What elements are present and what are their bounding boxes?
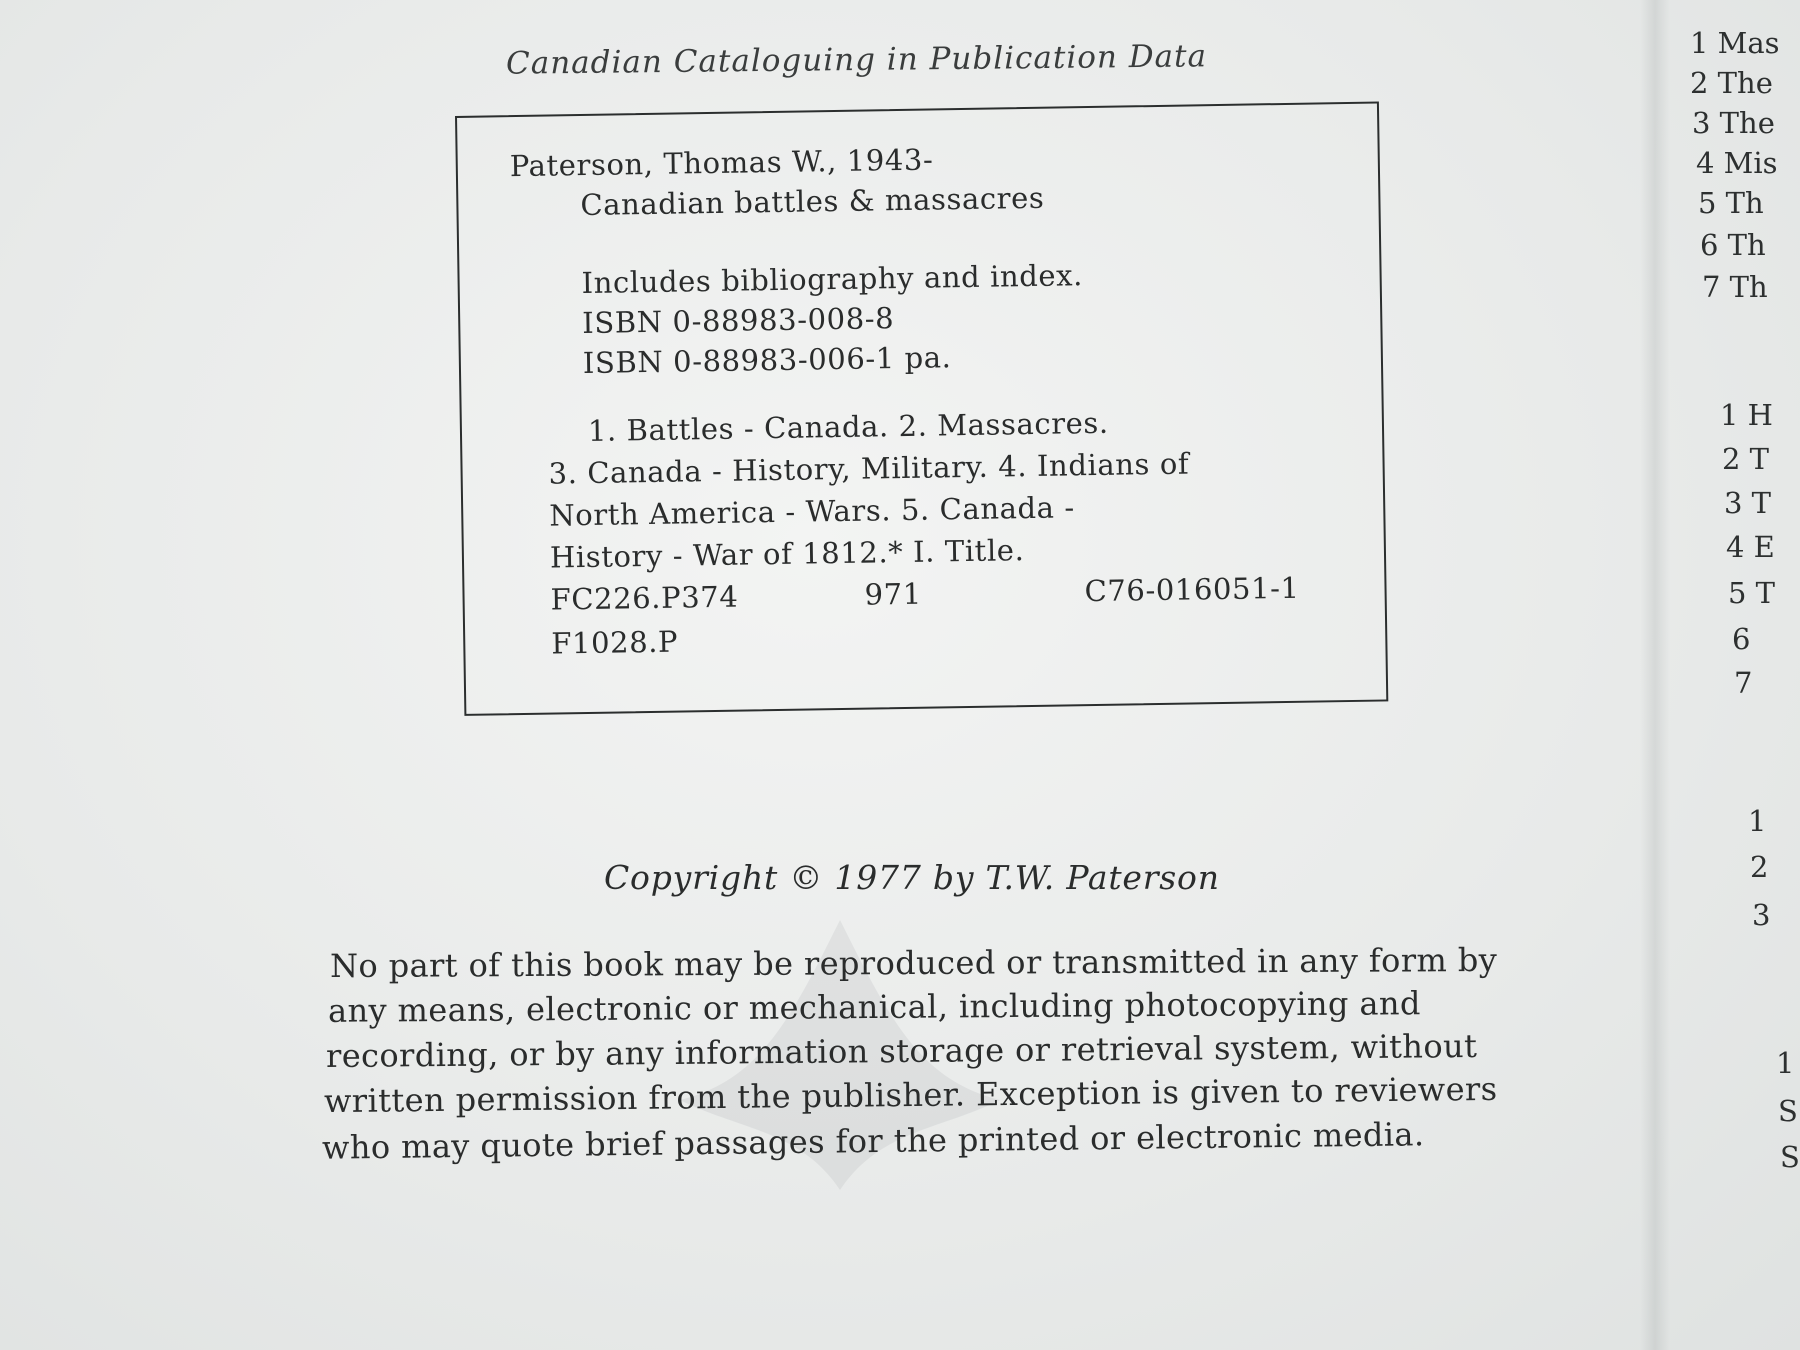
facing-page-item: 7 Th: [1702, 270, 1768, 304]
cip-dewey: 971: [864, 576, 922, 612]
cip-note: Includes bibliography and index.: [581, 258, 1084, 301]
cip-subjects-3: North America - Wars. 5. Canada -: [549, 490, 1076, 533]
cip-record-box: [455, 101, 1388, 715]
cip-author: Paterson, Thomas W., 1943-: [509, 142, 934, 184]
copyright-line: Copyright © 1977 by T.W. Paterson: [604, 858, 1220, 897]
facing-page-item: 3 The: [1692, 106, 1775, 140]
notice-line-5: who may quote brief passages for the printed or electronic media.: [321, 1115, 1425, 1167]
facing-page-item: 2 T: [1722, 442, 1770, 476]
facing-page-item: 7: [1734, 666, 1753, 700]
cip-title: Canadian Cataloguing in Publication Data: [505, 38, 1208, 82]
facing-page-item: 1: [1776, 1046, 1795, 1080]
cip-subjects-4: History - War of 1812.* I. Title.: [549, 533, 1025, 575]
facing-page-item: 3: [1752, 898, 1771, 932]
notice-line-4: written permission from the publisher. Exception is given to reviewers: [323, 1069, 1498, 1121]
facing-page-fragment: [1690, 0, 1800, 1350]
facing-page-item: 1 Mas: [1690, 26, 1780, 60]
cip-number: C76-016051-1: [1084, 570, 1300, 609]
cip-subjects-1: 1. Battles - Canada. 2. Massacres.: [587, 405, 1109, 448]
cip-isbn-1: ISBN 0-88983-008-8: [582, 301, 895, 341]
facing-page-item: 3 T: [1724, 486, 1772, 520]
facing-page-item: S: [1778, 1094, 1798, 1128]
facing-page-item: 2: [1750, 850, 1769, 884]
cip-title-entry: Canadian battles & massacres: [580, 180, 1045, 223]
notice-line-1: No part of this book may be reproduced or transmitted in any form by: [329, 940, 1498, 986]
facing-page-item: 4 E: [1726, 530, 1775, 564]
cip-subjects-2: 3. Canada - History, Military. 4. Indians of: [548, 446, 1190, 491]
facing-page-item: 1: [1748, 804, 1767, 838]
facing-page-item: 6 Th: [1700, 228, 1766, 262]
facing-page-item: 4 Mis: [1696, 146, 1778, 180]
notice-line-2: any means, electronic or mechanical, including photocopying and: [327, 984, 1421, 1030]
facing-page-item: S: [1780, 1140, 1800, 1174]
facing-page-item: 6: [1732, 622, 1751, 656]
facing-page-item: 2 The: [1690, 66, 1773, 100]
book-gutter: [1640, 0, 1670, 1350]
cip-isbn-2: ISBN 0-88983-006-1 pa.: [582, 340, 952, 381]
cip-call-number-1: FC226.P374: [550, 579, 739, 617]
facing-page-item: 5 T: [1728, 576, 1776, 610]
notice-line-3: recording, or by any information storage or retrieval system, without: [325, 1026, 1478, 1076]
facing-page-item: 1 H: [1720, 398, 1773, 432]
facing-page-item: 5 Th: [1698, 186, 1764, 220]
cip-call-number-2: F1028.P: [551, 624, 679, 661]
